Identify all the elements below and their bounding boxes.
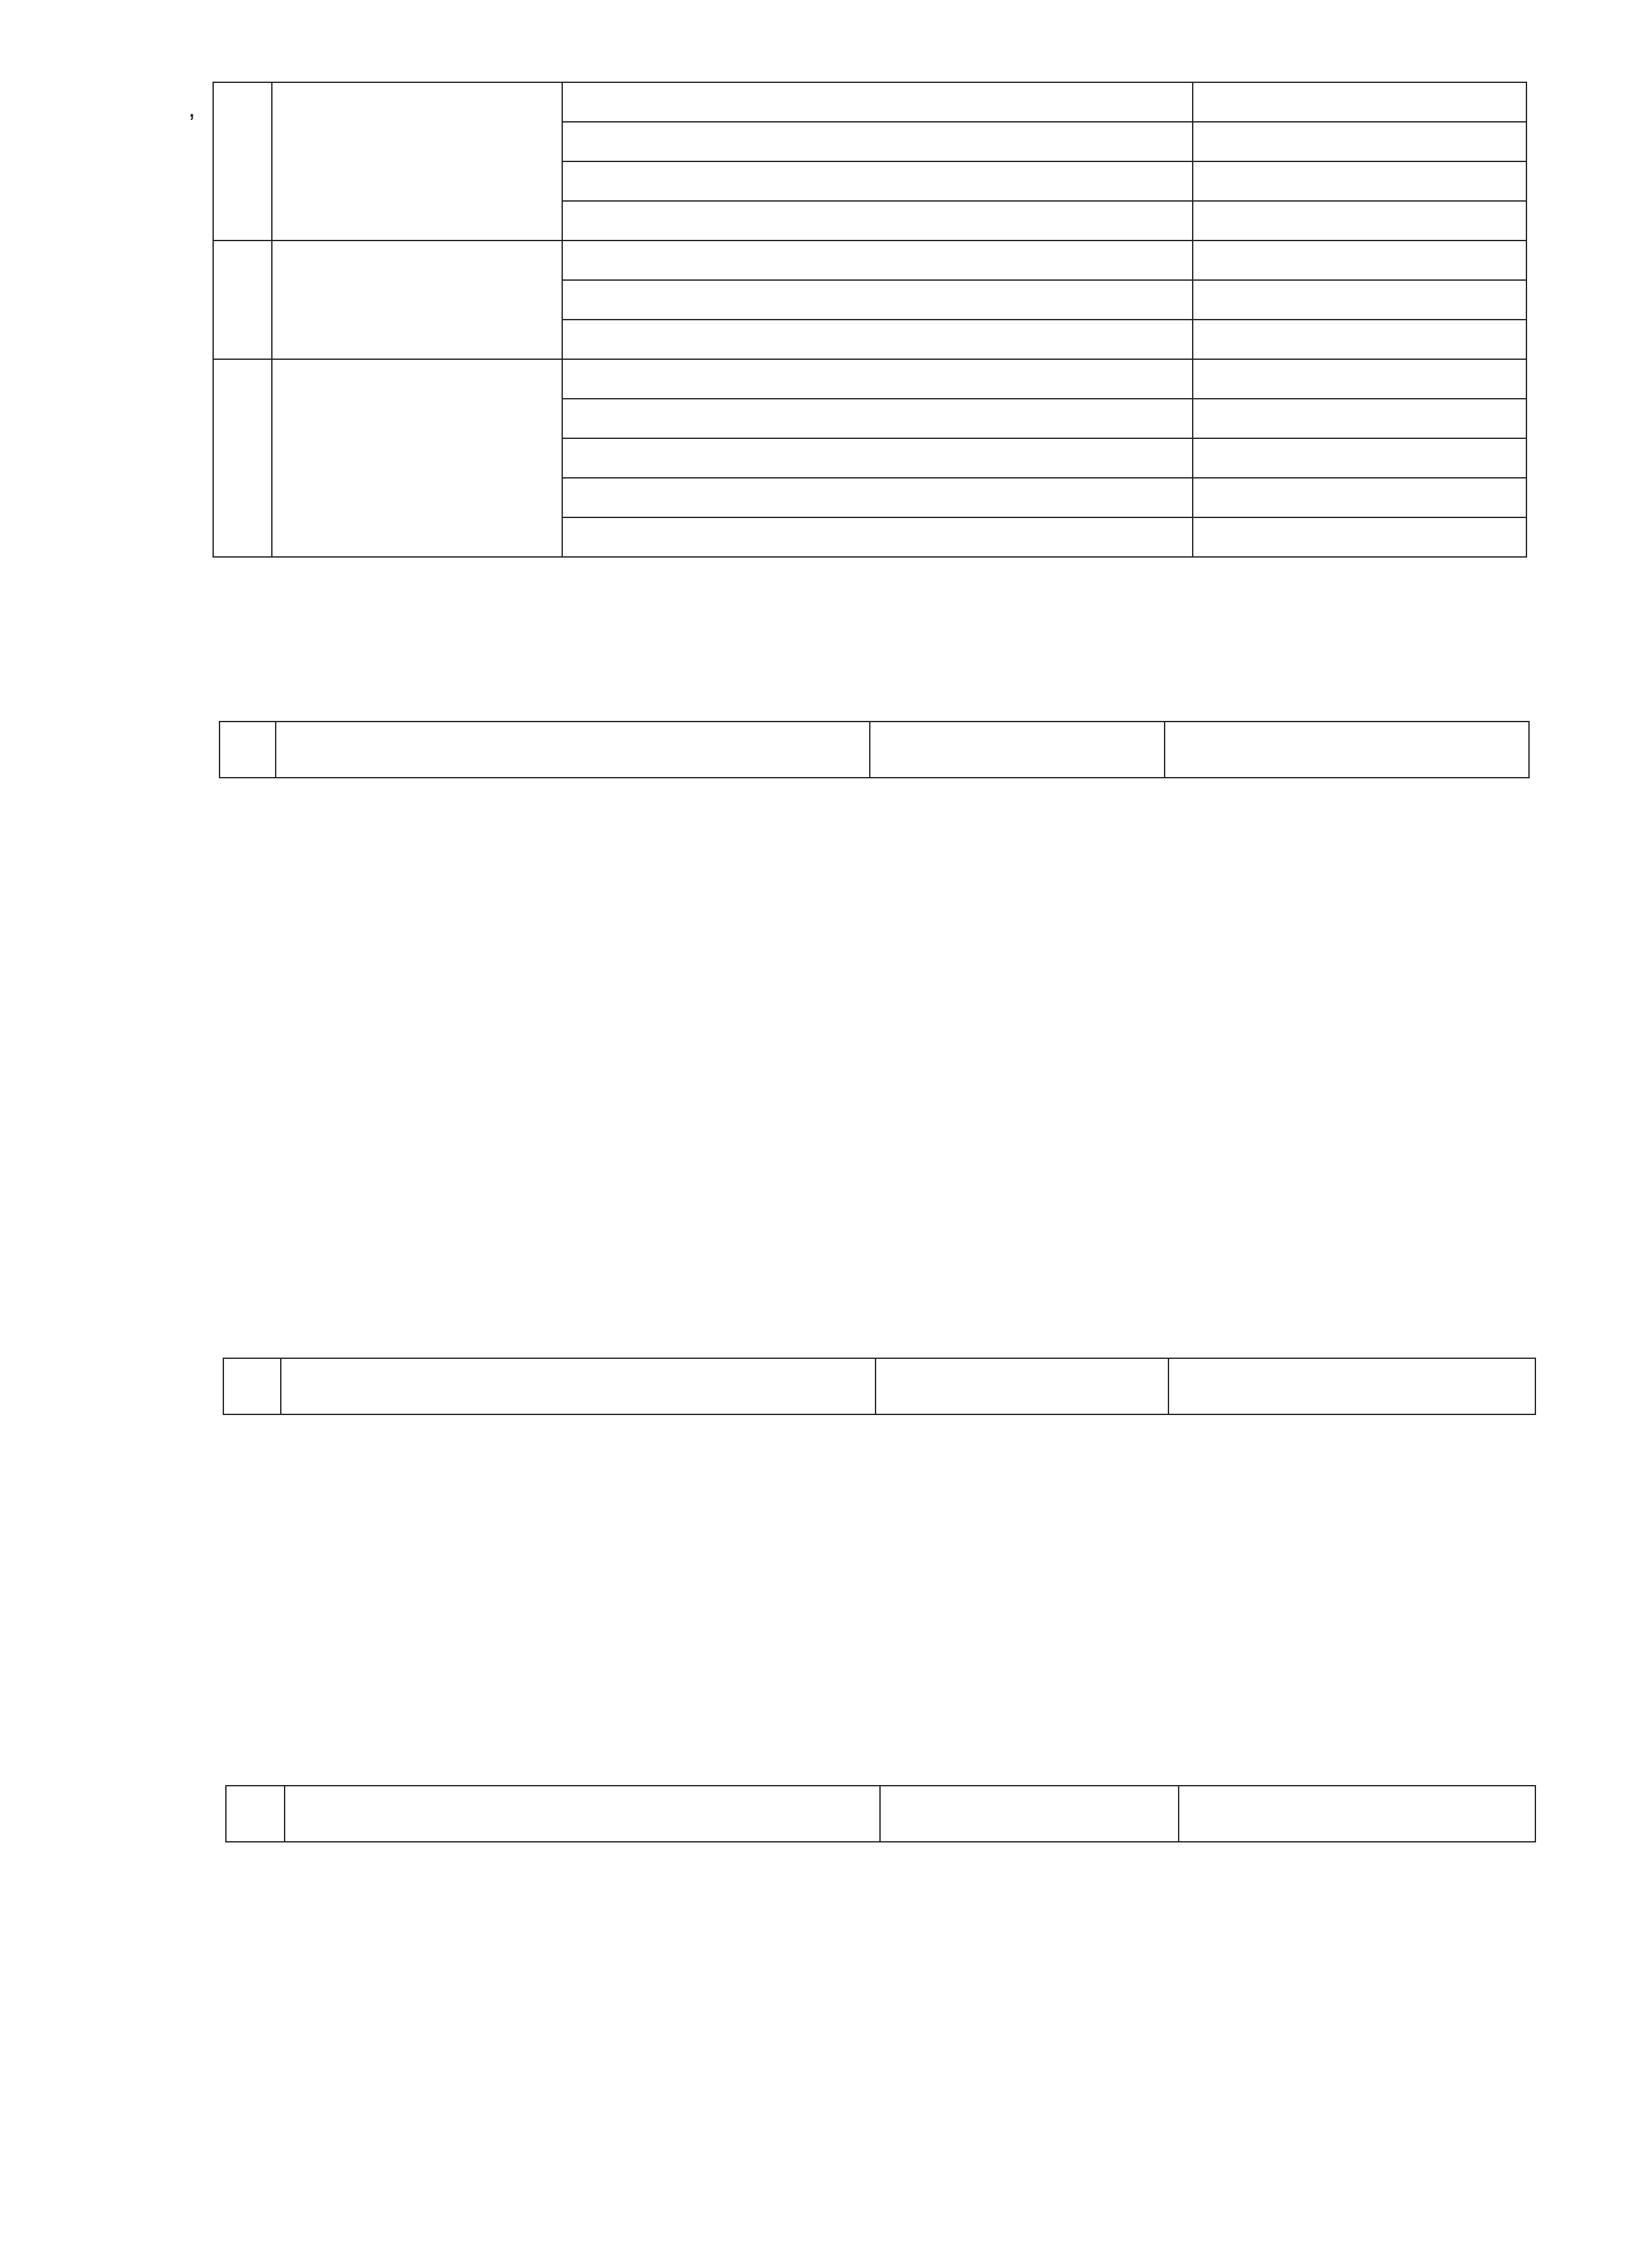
value-cell-abroad[interactable] xyxy=(1193,359,1526,399)
value-cell[interactable] xyxy=(562,82,1193,122)
value-cell[interactable] xyxy=(562,478,1193,517)
value-cell[interactable] xyxy=(562,517,1193,557)
header-total xyxy=(870,722,1165,778)
value-cell[interactable] xyxy=(562,359,1193,399)
value-cell-abroad[interactable] xyxy=(1193,399,1526,438)
value-cell[interactable] xyxy=(562,241,1193,280)
value-cell[interactable] xyxy=(562,161,1193,201)
vehicle-type-label xyxy=(272,359,562,557)
value-cell-abroad[interactable] xyxy=(1193,517,1526,557)
value-cell-abroad[interactable] xyxy=(1193,438,1526,478)
header-abroad xyxy=(1165,722,1529,778)
value-cell[interactable] xyxy=(562,438,1193,478)
row-number xyxy=(213,241,272,359)
value-cell-abroad[interactable] xyxy=(1193,122,1526,161)
header-abroad xyxy=(1168,1358,1535,1414)
header-list xyxy=(285,1786,880,1842)
vehicle-type-label xyxy=(272,241,562,359)
value-cell[interactable] xyxy=(562,399,1193,438)
value-cell-abroad[interactable] xyxy=(1193,320,1526,359)
header-empty xyxy=(220,722,276,778)
row-number xyxy=(213,359,272,557)
header-list xyxy=(276,722,870,778)
header-empty xyxy=(223,1358,281,1414)
value-cell-abroad[interactable] xyxy=(1193,280,1526,320)
row-number xyxy=(213,82,272,241)
value-cell[interactable] xyxy=(562,280,1193,320)
header-abroad xyxy=(1179,1786,1535,1842)
header-total xyxy=(876,1358,1168,1414)
value-cell[interactable] xyxy=(562,201,1193,241)
section5b-table xyxy=(223,1358,1536,1415)
value-cell-abroad[interactable] xyxy=(1193,241,1526,280)
value-cell-abroad[interactable] xyxy=(1193,161,1526,201)
value-cell-abroad[interactable] xyxy=(1193,201,1526,241)
value-cell-abroad[interactable] xyxy=(1193,82,1526,122)
header-list xyxy=(281,1358,876,1414)
header-empty xyxy=(226,1786,285,1842)
value-cell-abroad[interactable] xyxy=(1193,478,1526,517)
header-total xyxy=(880,1786,1179,1842)
value-cell[interactable] xyxy=(562,320,1193,359)
section6a-table xyxy=(225,1785,1536,1842)
margin-comma-mark: , xyxy=(188,94,196,122)
value-cell[interactable] xyxy=(562,122,1193,161)
section5a-heading xyxy=(0,640,1626,673)
section5b-heading xyxy=(0,1278,1626,1311)
section5a-table xyxy=(219,721,1530,778)
vehicles-table xyxy=(213,82,1527,558)
vehicle-type-label xyxy=(272,82,562,241)
